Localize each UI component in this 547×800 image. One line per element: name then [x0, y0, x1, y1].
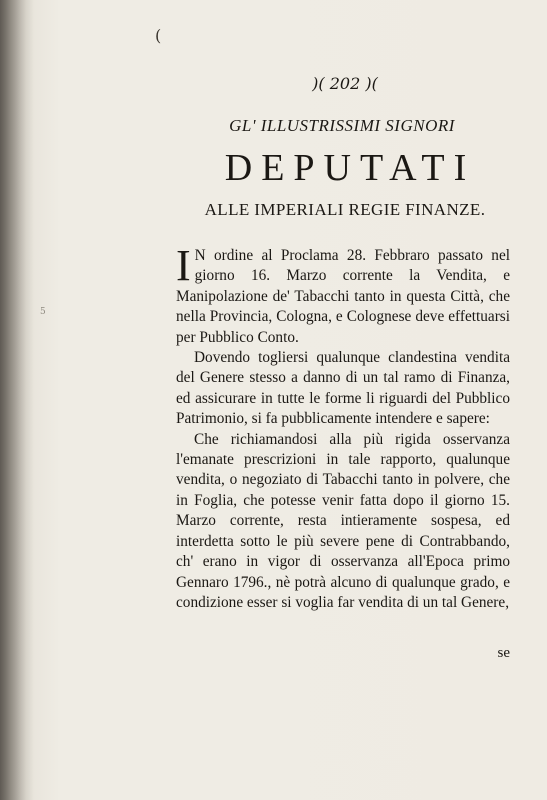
drop-cap: I [176, 241, 191, 290]
page-binding-shadow [0, 0, 34, 800]
paragraph-3: Che richiamandosi alla più rigida osservanza l'emanate prescrizioni in tale rapporto, qualunque vendita, o negoziato di Tabacchi tanto in polvere, che in Foglia, che potesse venir fatta dopo il giorno 15. Marzo corrente, resta intieramente sospesa, ed interdetta sotto le più severe pene di Contrabbando, ch' erano in vigor di osservanza all'Epoca primo Gennaro 1796., nè potrà alcuno di qualunque grado, e condizione esser si voglia far vendita di un tal Genere, [176, 430, 510, 611]
body-text [176, 241, 510, 613]
heading-finanze: ALLE IMPERIALI REGIE FINANZE. [204, 200, 486, 219]
corner-mark: ( [155, 26, 162, 45]
heading-illustrissimi: GL' ILLUSTRISSIMI SIGNORI [229, 116, 455, 135]
margin-mark: 5 [40, 307, 46, 317]
paragraph-1 [176, 241, 510, 348]
catchword: se [497, 645, 510, 661]
paragraph-2: Dovendo togliersi qualunque clandestina vendita del Genere stesso a danno di un tal ramo di Finanza, ed assicurare in tutte le forme li riguardi del Pubblico Patrimonio, si fa pubblicamente intendere e sapere: [176, 349, 510, 428]
paragraph-1-text: N ordine al Proclama 28. Febbraro passato nel giorno 16. Marzo corrente la Vendita, e Manipolazione de' Tabacchi tanto in questa Città, che nella Provincia, Cologna, e Colognese deve effettuarsi per Pubblico Conto. [176, 247, 510, 346]
heading-deputati: DEPUTATI [224, 147, 476, 189]
page-number: )( 202 )( [312, 74, 378, 93]
